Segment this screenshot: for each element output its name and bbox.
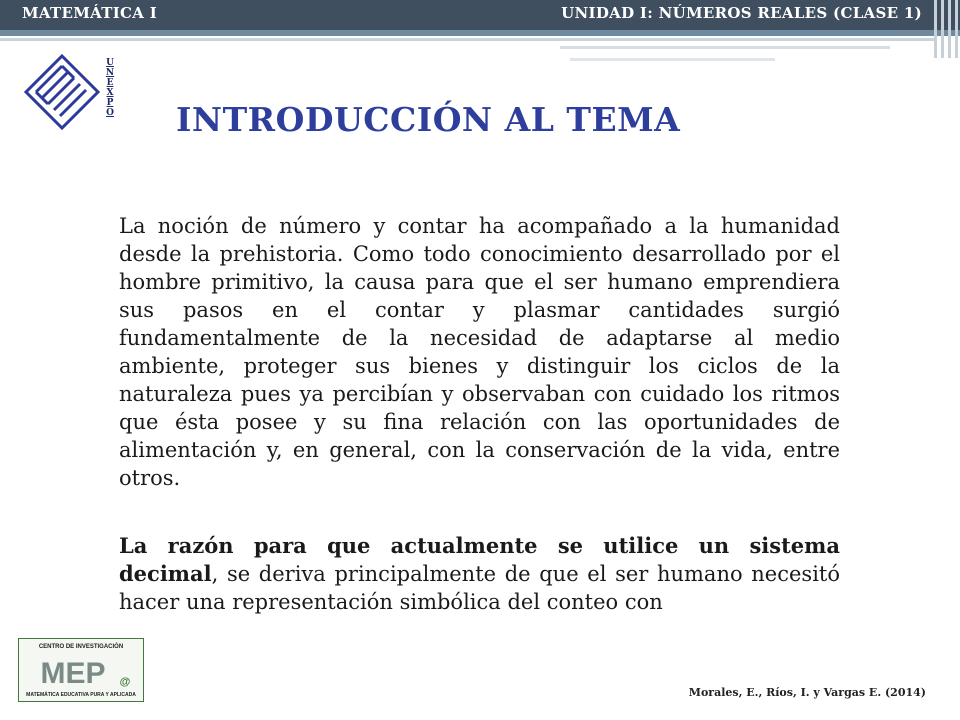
- authors-credit: Morales, E., Ríos, I. y Vargas E. (2014): [688, 686, 926, 699]
- unit-title: UNIDAD I: NÚMEROS REALES (CLASE 1): [561, 4, 922, 22]
- decimal-system-paragraph: [119, 532, 840, 616]
- header-divider-line: [570, 58, 775, 61]
- decimal-system-emphasis: La razón para que actualmente se utilice un sistema decimal: [119, 533, 840, 586]
- unexpo-acronym: [103, 58, 117, 118]
- unexpo-letter: E: [106, 78, 114, 88]
- unexpo-letter: P: [106, 98, 114, 108]
- unexpo-logo: [22, 52, 102, 132]
- header-divider-line: [560, 46, 890, 49]
- cimepa-logo: [18, 638, 144, 702]
- cimepa-bottom-text: MATEMÁTICA EDUCATIVA PURA Y APLICADA: [26, 692, 136, 698]
- decorative-stripes: [932, 0, 960, 60]
- course-name: MATEMÁTICA I: [22, 4, 158, 22]
- cimepa-main-text: MEP: [40, 657, 106, 690]
- slide-title: INTRODUCCIÓN AL TEMA: [176, 100, 681, 139]
- cimepa-top-text: CENTRO DE INVESTIGACIÓN: [38, 644, 124, 650]
- unexpo-letter: U: [106, 58, 114, 68]
- unexpo-letter: N: [105, 68, 115, 78]
- unexpo-letter: O: [106, 108, 114, 118]
- unexpo-letter: X: [106, 88, 114, 98]
- cimepa-at-symbol: @: [119, 676, 131, 688]
- header-divider-line: [0, 38, 935, 41]
- decimal-system-continuation: , se deriva principalmente de que el ser humano necesitó hacer una representación simbólica del conteo con: [119, 562, 840, 614]
- intro-paragraph: La noción de número y contar ha acompañado a la humanidad desde la prehistoria. Como todo conocimiento desarrollado por el hombre primitivo, la causa para que el ser humano emprendiera sus pasos en el contar y plasmar cantidades surgió fundamentalmente de la necesidad de adaptarse al medio ambiente, proteger sus bienes y distinguir los ciclos de la naturaleza pues ya percibían y observaban con cuidado los ritmos que ésta posee y su fina relación con las oportunidades de alimentación y, en general, con la conservación de la vida, entre otros.: [119, 214, 840, 490]
- header-accent-line: [0, 30, 960, 36]
